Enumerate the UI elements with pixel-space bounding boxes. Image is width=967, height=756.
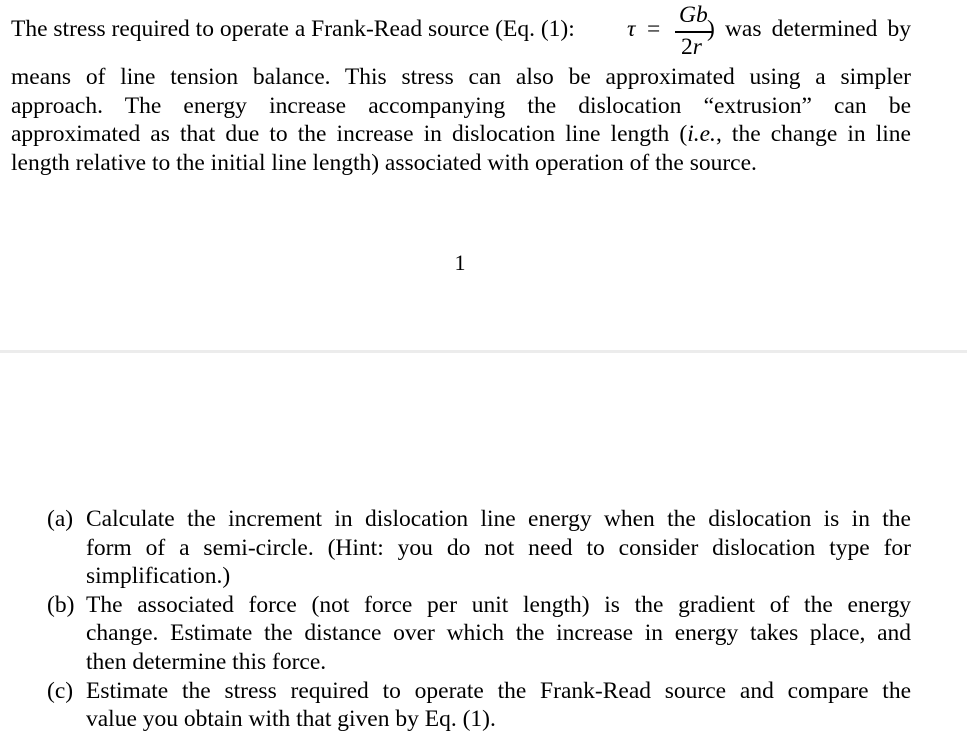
tau-symbol: τ <box>627 16 636 42</box>
question-line: form of a semi-circle. (Hint: you do not need to consider dislocation type for <box>86 534 911 561</box>
fraction-numerator: Gb <box>679 2 708 28</box>
word-was: was <box>724 16 762 42</box>
question-label: (a) <box>47 506 74 532</box>
question-line: simplification.) <box>86 563 231 590</box>
question-line: Calculate the increment in dislocation line energy when the dislocation is in the <box>86 506 911 532</box>
ie-abbreviation: i.e. <box>687 121 716 148</box>
word-by: by <box>887 16 911 42</box>
question-label: (c) <box>47 677 74 704</box>
question-a <box>47 505 911 591</box>
intro-first-line <box>11 0 911 62</box>
paragraph-line: approach. The energy increase accompanying the dislocation “extrusion” can be <box>11 92 911 119</box>
question-line: value you obtain with that given by Eq. (1). <box>86 706 496 733</box>
closing-paren: ) <box>707 16 715 42</box>
denominator-coefficient: 2 <box>681 34 693 60</box>
intro-paragraph <box>11 63 911 177</box>
paragraph-line <box>11 120 911 149</box>
question-list <box>47 505 911 734</box>
paragraph-line: means of line tension balance. This stress can also be approximated using a simpler <box>11 64 911 90</box>
question-b <box>47 591 911 677</box>
question-line: change. Estimate the distance over which the increase in energy takes place, and <box>86 620 911 647</box>
question-line: Estimate the stress required to operate the Frank-Read source and compare the <box>86 677 911 704</box>
question-label: (b) <box>47 591 75 618</box>
question-c <box>47 677 911 734</box>
intro-text-end <box>707 15 911 43</box>
fraction-denominator <box>681 33 702 61</box>
page-number: 1 <box>454 250 466 275</box>
intro-text-start: The stress required to operate a Frank-Read source (Eq. (1): <box>11 16 575 42</box>
denominator-variable: r <box>692 34 702 60</box>
question-line: The associated force (not force per unit length) is the gradient of the energy <box>86 591 911 618</box>
paragraph-text: , the change in line <box>715 121 911 148</box>
paragraph-text: approximated as that due to the increase in dislocation line length ( <box>11 121 688 148</box>
word-determined: determined <box>771 16 878 42</box>
question-line: then determine this force. <box>86 648 327 675</box>
paragraph-line: length relative to the initial line length) associated with operation of the source. <box>11 149 757 176</box>
equals-sign: = <box>647 16 661 42</box>
page-divider <box>0 350 967 353</box>
